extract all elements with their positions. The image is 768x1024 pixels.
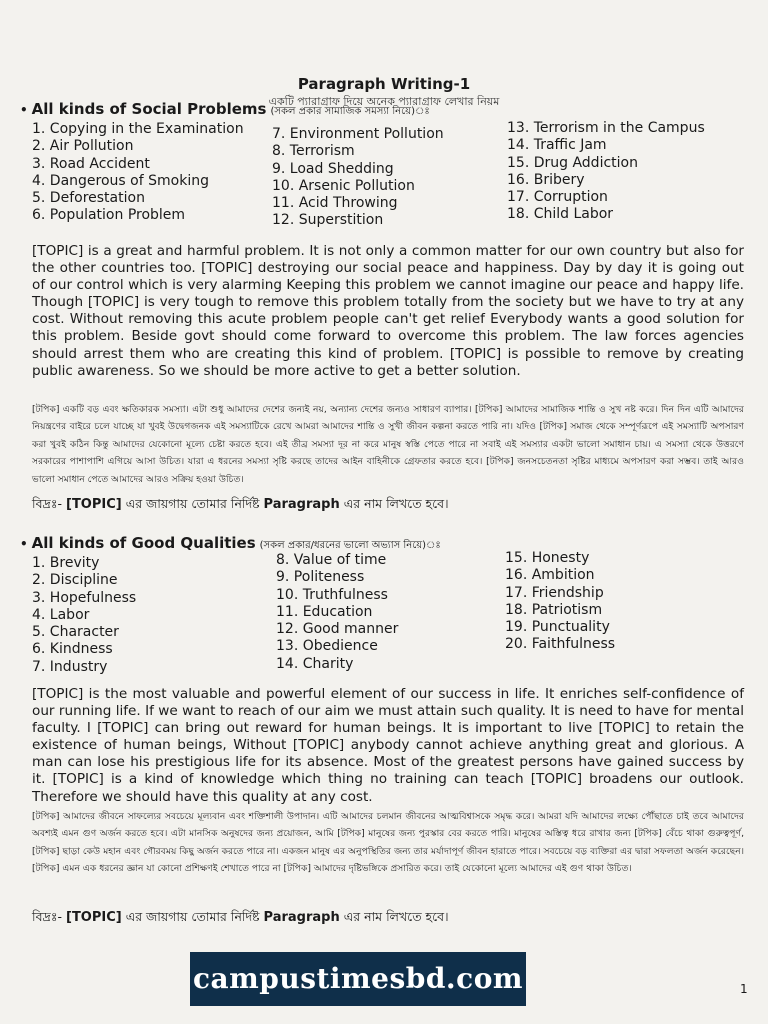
topic-list-column-3 [507, 120, 705, 224]
list-item: 8. Terrorism [272, 143, 355, 160]
list-item: 12. Superstition [272, 212, 384, 229]
list-item: 1. Copying in the Examination [32, 121, 244, 137]
instruction-note [32, 496, 449, 516]
note-prefix: বিদ্রঃ- [32, 909, 63, 924]
note-topic: [TOPIC] [66, 910, 122, 925]
note-topic: [TOPIC] [66, 497, 122, 512]
list-item: 14. Traffic Jam [507, 137, 607, 154]
section-heading-text: All kinds of Good Qualities [31, 534, 256, 552]
bullet-icon: • [20, 537, 28, 551]
list-item: 7. Industry [32, 658, 108, 675]
list-item: 4. Labor [32, 606, 90, 623]
list-item: 11. Education [276, 603, 373, 620]
list-item: 15. Honesty [505, 550, 590, 566]
list-item: 2. Air Pollution [32, 138, 134, 155]
list-item: 5. Deforestation [32, 190, 145, 207]
list-item: 12. Good manner [276, 621, 399, 638]
list-item: 17. Friendship [505, 584, 604, 601]
note-word: Paragraph [263, 497, 340, 512]
quality-list-column-2 [276, 552, 398, 673]
list-item: 6. Kindness [32, 641, 113, 658]
quality-list-column-1 [32, 555, 136, 676]
list-item: 4. Dangerous of Smoking [32, 172, 209, 189]
list-item: 3. Hopefulness [32, 589, 137, 606]
list-item: 7. Environment Pollution [272, 126, 444, 142]
section-heading-bengali: (সকল প্রকার/ধরনের ভালো অভ্যাস নিয়ে)ঃ [259, 540, 441, 551]
list-item: 6. Population Problem [32, 207, 186, 224]
page-subtitle: একটি প্যারাগ্রাফ দিয়ে অনেক প্যারাগ্রাফ লেখার নিয়ম [268, 95, 500, 108]
section-heading-bengali: (সকল প্রকার সামাজিক সমস্যা নিয়ে)ঃ [270, 106, 430, 117]
note-mid: এর জায়গায় তোমার নির্দিষ্ট [125, 496, 260, 511]
bullet-icon: • [20, 103, 28, 117]
topic-list-column-2 [272, 126, 444, 230]
list-item: 17. Corruption [507, 189, 608, 206]
note-end: এর নাম লিখতে হবে। [343, 496, 449, 511]
page-title: Paragraph Writing-1 [297, 75, 471, 93]
list-item: 9. Politeness [276, 569, 365, 586]
bengali-paragraph: [টপিক] আমাদের জীবনে সাফল্যের সবচেয়ে মূল্যবান এবং শক্তিশালী উপাদান। এটি আমাদের চলমান জীবনের আত্মবিশ্বাসকে সমৃদ্ধ করে। আমরা যদি আমাদের লক্ষ্যে পৌঁছাতে চাই তবে আমাদের অবশ্যই এমন গুণ অর্জন করতে হবে। এটা মানসিক অনুষদের জন্য প্রয়োজন, আমি [টপিক] মানুষের জন্য পুরস্কার বের করতে পারি। মানুষের অস্তিত্ব ধরে রাখার জন্য [টপিক] বেঁচে থাকা গুরুত্বপূর্ণ, [টপিক] ছাড়া কেউ মহান এবং গৌরবময় কিছু অর্জন করতে পারে না। একজন মানুষ এর অনুপস্থিতির জন্য তার মর্যাদাপূর্ণ জীবন হারাতে পারে। সবচেয়ে বড় ব্যক্তিরা এর দ্বারা সফলতা অর্জন করেছেন। [টপিক] এমন এক ধরনের জ্ঞান যা কোনো প্রশিক্ষণই শেখাতে পারে না [টপিক] আমাদের দৃষ্টিভঙ্গিকে প্রসারিত করে। তাই যেকোনো মূল্যে আমাদের এই গুণ থাকা উচিত। [32, 811, 744, 875]
instruction-note [32, 909, 449, 929]
list-item: 16. Ambition [505, 567, 595, 584]
list-item: 1. Brevity [32, 555, 100, 571]
list-item: 13. Obedience [276, 638, 378, 655]
list-item: 16. Bribery [507, 171, 585, 188]
page-number: 1 [740, 982, 748, 996]
list-item: 2. Discipline [32, 572, 118, 589]
list-item: 19. Punctuality [505, 619, 610, 636]
list-item: 3. Road Accident [32, 155, 150, 172]
note-end: এর নাম লিখতে হবে। [343, 909, 449, 924]
english-paragraph: [TOPIC] is a great and harmful problem. It is not only a common matter for our own country but also for the other countries too. [TOPIC] destroying our social peace and happiness. Day by day it is going out of our control which is very alarming Keeping this problem we cannot imagine our peace and happy life. Though [TOPIC] is very tough to remove this problem totally from the society but we have to try at any cost. Without removing this acute problem people can't get relief Everybody wants a good solution for this problem. Beside govt should come forward to overcome this problem. The law forces agencies should arrest them who are creating this kind of problem. [TOPIC] is possible to remove by creating public awareness. So we should be more active to get a better solution. [32, 243, 744, 379]
list-item: 15. Drug Addiction [507, 154, 638, 171]
website-banner: campustimesbd.com [190, 952, 526, 1006]
bengali-paragraph: [টপিক] একটি বড় এবং ক্ষতিকারক সমস্যা। এটা শুধু আমাদের দেশের জন্যই নয়, অন্যান্য দেশের জন্যও সাধারণ ব্যাপার। [টপিক] আমাদের সামাজিক শান্তি ও সুখ নষ্ট করে। দিন দিন এটি আমাদের নিয়ন্ত্রণের বাইরে চলে যাচ্ছে যা খুবই উদ্বেগজনক এই সমস্যাটিকে রেখে আমরা আমাদের শান্তি ও সুখী জীবন কল্পনা করতে পারি না। যদিও [টপিক] সমাজ থেকে সম্পূর্ণরূপে এই সমস্যাটি অপসারণ করা খুবই কঠিন কিন্তু আমাদের যেকোনো মূল্যে চেষ্টা করতে হবে। এই তীব্র সমস্যা দূর না করে মানুষ স্বস্তি পেতে পারে না সবাই এই সমস্যার একটা ভালো সমাধান চায়। এ সমস্যা থেকে উত্তরণে সরকারের পাশাপাশি এগিয়ে আসা উচিত। যারা এ ধরনের সমস্যা সৃষ্টি করছে তাদের আইন বাহিনীকে গ্রেফতার করতে হবে। [টপিক] জনসচেতনতা সৃষ্টির মাধ্যমে অপসারণ করা সম্ভব। তাই আরও ভালো সমাধান পেতে আমাদের আরও সক্রিয় হওয়া উচিত। [32, 404, 744, 485]
topic-list-column-1 [32, 121, 244, 225]
list-item: 10. Truthfulness [276, 586, 388, 603]
quality-list-column-3 [505, 550, 615, 654]
note-prefix: বিদ্রঃ- [32, 496, 63, 511]
list-item: 10. Arsenic Pollution [272, 177, 415, 194]
list-item: 18. Child Labor [507, 206, 614, 223]
note-mid: এর জায়গায় তোমার নির্দিষ্ট [125, 909, 260, 924]
list-item: 14. Charity [276, 655, 354, 672]
list-item: 18. Patriotism [505, 601, 603, 618]
english-paragraph: [TOPIC] is the most valuable and powerful element of our success in life. It enriches self-confidence of our running life. If we want to reach of our aim we must attain such quality. It is need to have for mental faculty. I [TOPIC] can bring out reward for human beings. It is important to live [TOPIC] to retain the existence of human beings, Without [TOPIC] anybody cannot achieve anything great and glorious. A man can lose his prestigious life for its absence. Most of the greatest persons have gained success by it. [TOPIC] is a kind of knowledge which thing no training can teach [TOPIC] broadens our outlook. Therefore we should have this quality at any cost. [32, 686, 744, 805]
list-item: 20. Faithfulness [505, 636, 616, 653]
note-word: Paragraph [263, 910, 340, 925]
list-item: 5. Character [32, 624, 119, 641]
list-item: 13. Terrorism in the Campus [507, 120, 705, 136]
list-item: 8. Value of time [276, 552, 387, 568]
section-heading-text: All kinds of Social Problems [31, 100, 267, 118]
list-item: 9. Load Shedding [272, 160, 394, 177]
section-heading-social-problems [20, 100, 430, 121]
list-item: 11. Acid Throwing [272, 195, 398, 212]
